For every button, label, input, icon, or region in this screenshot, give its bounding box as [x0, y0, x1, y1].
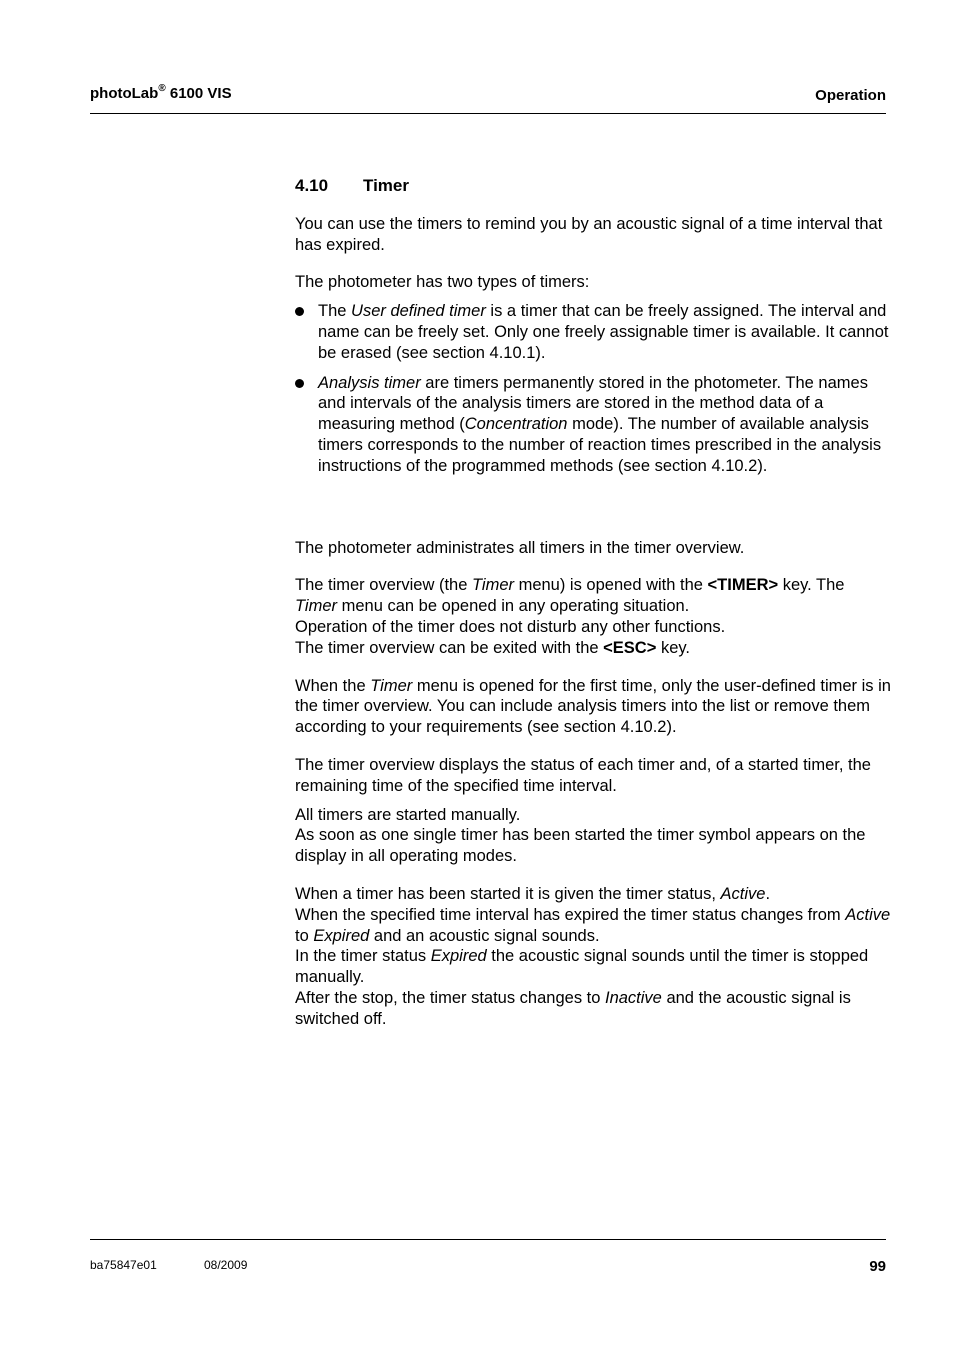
text-run: The timer overview can be exited with the: [295, 638, 604, 657]
term-analysis-timer: Analysis timer: [318, 373, 421, 392]
text-run: and an acoustic signal sounds.: [369, 926, 600, 945]
term-active: Active: [845, 905, 891, 924]
text-run: .: [765, 884, 771, 903]
list-item-user-timer: [295, 301, 895, 363]
spacer: [295, 486, 895, 538]
text-run: the acoustic signal sounds until the timer is stopped manually.: [295, 947, 869, 987]
text-run: mode). The number of available analysis timers corresponds to the number of reaction times prescribed in the analysis instructions of the programmed methods (see section 4.10.2).: [318, 415, 882, 475]
text-run: menu can be opened in any operating situation.: [337, 597, 690, 616]
key-timer: <TIMER>: [707, 576, 779, 595]
timer-states-paragraph: [295, 884, 895, 1030]
registered-mark: ®: [158, 83, 166, 94]
text-run: to: [295, 926, 314, 945]
text-run: key. The: [778, 576, 845, 595]
text-run: and the acoustic signal is switched off.: [295, 988, 851, 1028]
text-run: menu is opened for the first time, only the user-defined timer is in the timer overview. You can include analysis timers into the list or remove them according to your requirements (see section 4.10.2).: [295, 676, 891, 737]
text-run: All timers are started manually.: [295, 805, 521, 824]
header-chapter: Operation: [815, 87, 886, 104]
header-divider: [90, 113, 886, 114]
timer-types-list: [295, 301, 895, 476]
text-run: is a timer that can be freely assigned. The interval and name can be freely set. Only one freely assignable timer is available. It cannot be erased (see section 4.10.1).: [318, 302, 889, 362]
status-display-paragraph: The timer overview displays the status of each timer and, of a started timer, the remaining time of the specified time interval.: [295, 755, 871, 795]
key-esc: <ESC>: [603, 638, 657, 657]
text-run: The: [318, 302, 352, 321]
text-run: Operation of the timer does not disturb any other functions.: [295, 617, 726, 636]
list-item-analysis-timer: [295, 373, 895, 477]
text-run: When the specified time interval has expired the timer status changes from: [295, 905, 846, 924]
overview-paragraph: [295, 575, 895, 658]
text-run: As soon as one single timer has been started the timer symbol appears on the display in all operating modes.: [295, 826, 866, 866]
term-active: Active: [720, 884, 766, 903]
term-expired: Expired: [313, 926, 370, 945]
product-model: 6100 VIS: [169, 85, 232, 102]
text-run: In the timer status: [295, 947, 431, 966]
section-number: 4.10: [295, 176, 329, 195]
term-expired: Expired: [430, 947, 487, 966]
term-user-defined-timer: User defined timer: [351, 302, 486, 321]
intro-paragraph: You can use the timers to remind you by an acoustic signal of a time interval that has expired.: [295, 214, 883, 254]
text-run: The timer overview (the: [295, 576, 472, 595]
text-run: When the: [295, 676, 371, 695]
bullet-icon: [295, 379, 304, 388]
term-inactive: Inactive: [605, 988, 662, 1007]
text-run: menu) is opened with the: [514, 576, 708, 595]
text-run: key.: [656, 638, 690, 657]
footer-divider: [90, 1239, 886, 1240]
first-time-paragraph: [295, 676, 895, 738]
main-content: [295, 176, 895, 1030]
product-name: photoLab: [90, 85, 159, 102]
text-run: When a timer has been started it is given the timer status,: [295, 884, 721, 903]
footer-date: 08/2009: [204, 1258, 248, 1272]
term-concentration: Concentration: [464, 415, 568, 434]
footer-doc-number: ba75847e01: [90, 1258, 157, 1272]
text-run: After the stop, the timer status changes to: [295, 988, 605, 1007]
bullet-icon: [295, 307, 304, 316]
page-number: 99: [869, 1258, 886, 1275]
admin-paragraph: The photometer administrates all timers in the timer overview.: [295, 538, 745, 557]
term-timer: Timer: [370, 676, 413, 695]
section-title: Timer: [363, 176, 409, 195]
header-product: [90, 85, 232, 102]
term-timer: Timer: [295, 597, 338, 616]
term-timer: Timer: [471, 576, 514, 595]
text-run: are timers permanently stored in the photometer. The names and intervals of the analysis timers are stored in the method data of a measuring method (: [318, 373, 868, 434]
section-heading: [295, 176, 895, 197]
timer-types-intro: The photometer has two types of timers:: [295, 273, 590, 292]
manual-start-paragraph: [295, 805, 895, 867]
